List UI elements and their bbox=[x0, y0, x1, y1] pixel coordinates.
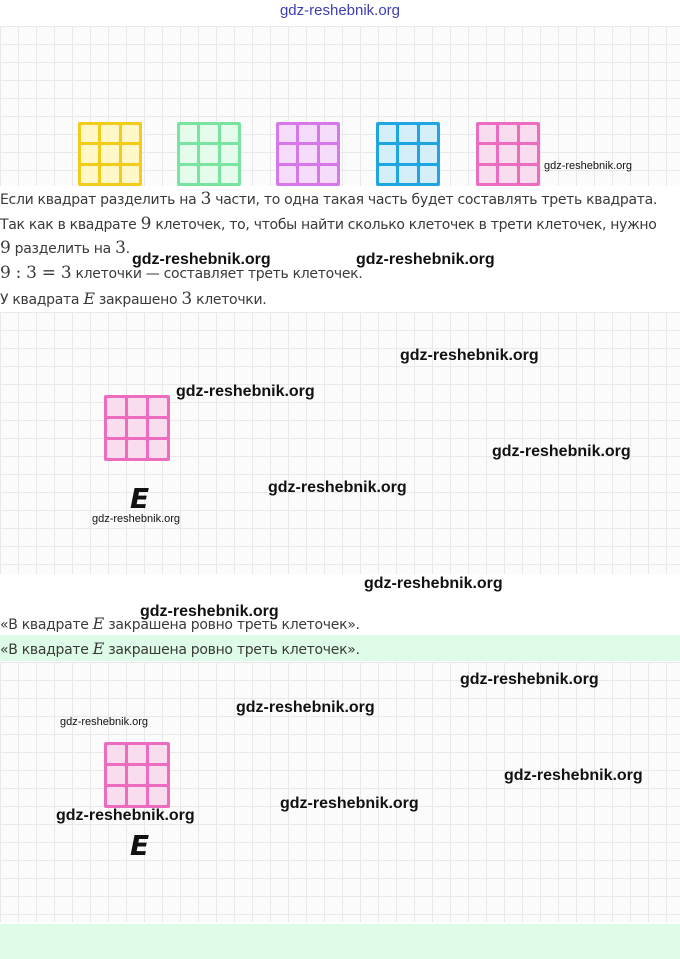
grid-cell bbox=[149, 766, 167, 784]
grid-cell bbox=[128, 398, 146, 416]
watermark: gdz-reshebnik.org bbox=[492, 443, 631, 460]
grid-cell bbox=[107, 745, 125, 763]
grid-cell bbox=[200, 166, 217, 183]
grid-cell bbox=[128, 419, 146, 437]
grid-cell bbox=[320, 166, 337, 183]
watermark: gdz-reshebnik.org bbox=[132, 251, 271, 268]
watermark: gdz-reshebnik.org bbox=[236, 699, 375, 716]
watermark: gdz-reshebnik.org bbox=[280, 795, 419, 812]
watermark: gdz-reshebnik.org bbox=[140, 603, 279, 620]
grid-cell bbox=[299, 145, 316, 162]
watermark: gdz-reshebnik.org bbox=[460, 671, 599, 688]
grid-cell bbox=[320, 125, 337, 142]
watermark: gdz-reshebnik.org bbox=[56, 807, 195, 824]
grid-cell bbox=[101, 166, 118, 183]
grid-cell bbox=[101, 145, 118, 162]
grid-cell bbox=[180, 166, 197, 183]
grid-cell bbox=[101, 125, 118, 142]
grid-cell bbox=[128, 440, 146, 458]
grid-cell bbox=[499, 166, 516, 183]
watermark: gdz-reshebnik.org bbox=[364, 575, 503, 592]
grid-cell bbox=[107, 440, 125, 458]
grid-cell bbox=[107, 766, 125, 784]
grid-cell bbox=[128, 787, 146, 805]
grid-square-green bbox=[177, 122, 241, 186]
text-line-1: Если квадрат разделить на 3 части, то одна такая часть будет составлять треть квадрата. bbox=[0, 189, 658, 209]
grid-cell bbox=[379, 125, 396, 142]
text-line-4: 9 : 3 = 3 клеточки — составляет треть клеточек. bbox=[0, 263, 363, 283]
grid-cell bbox=[499, 125, 516, 142]
quote-line-1: «В квадрате E закрашена ровно треть клеточек». bbox=[0, 614, 360, 633]
grid-cell bbox=[379, 166, 396, 183]
grid-cell bbox=[499, 145, 516, 162]
watermark: gdz-reshebnik.org bbox=[268, 479, 407, 496]
grid-square-blue bbox=[376, 122, 440, 186]
watermark: gdz-reshebnik.org bbox=[504, 767, 643, 784]
grid-cell bbox=[399, 145, 416, 162]
grid-cell bbox=[479, 145, 496, 162]
square-e-label: E bbox=[130, 482, 150, 515]
grid-cell bbox=[279, 166, 296, 183]
grid-cell bbox=[149, 787, 167, 805]
grid-cell bbox=[420, 145, 437, 162]
text-line-5: У квадрата E закрашено 3 клеточки. bbox=[0, 289, 267, 309]
grid-cell bbox=[107, 398, 125, 416]
square-e bbox=[104, 395, 170, 461]
grid-cell bbox=[221, 125, 238, 142]
grid-cell bbox=[180, 125, 197, 142]
text-line-2: Так как в квадрате 9 клеточек, то, чтобы найти сколько клеточек в трети клеточек, нужно bbox=[0, 214, 657, 234]
watermark: gdz-reshebnik.org bbox=[176, 383, 315, 400]
grid-square-purple bbox=[276, 122, 340, 186]
watermark: gdz-reshebnik.org bbox=[400, 347, 539, 364]
grid-cell bbox=[81, 166, 98, 183]
grid-cell bbox=[149, 419, 167, 437]
grid-cell bbox=[200, 125, 217, 142]
grid-cell bbox=[149, 440, 167, 458]
watermark: gdz-reshebnik.org bbox=[92, 513, 181, 525]
grid-cell bbox=[122, 166, 139, 183]
site-header-link[interactable]: gdz-reshebnik.org bbox=[279, 2, 401, 19]
grid-cell bbox=[81, 145, 98, 162]
grid-cell bbox=[520, 145, 537, 162]
grid-cell bbox=[520, 125, 537, 142]
watermark: gdz-reshebnik.org bbox=[60, 716, 149, 728]
grid-cell bbox=[479, 125, 496, 142]
square-e bbox=[104, 742, 170, 808]
grid-cell bbox=[149, 745, 167, 763]
grid-cell bbox=[299, 166, 316, 183]
grid-cell bbox=[221, 145, 238, 162]
grid-cell bbox=[399, 125, 416, 142]
grid-cell bbox=[279, 125, 296, 142]
text-line-3: 9 разделить на 3. bbox=[0, 238, 130, 258]
grid-cell bbox=[200, 145, 217, 162]
grid-cell bbox=[128, 766, 146, 784]
grid-cell bbox=[479, 166, 496, 183]
grid-cell bbox=[379, 145, 396, 162]
watermark: gdz-reshebnik.org bbox=[356, 251, 495, 268]
grid-cell bbox=[299, 125, 316, 142]
square-e-label: E bbox=[130, 829, 150, 862]
grid-cell bbox=[180, 145, 197, 162]
grid-cell bbox=[81, 125, 98, 142]
grid-cell bbox=[122, 145, 139, 162]
grid-cell bbox=[399, 166, 416, 183]
grid-cell bbox=[122, 125, 139, 142]
bottom-highlight-band bbox=[0, 924, 680, 959]
grid-cell bbox=[420, 166, 437, 183]
grid-cell bbox=[221, 166, 238, 183]
grid-cell bbox=[107, 787, 125, 805]
grid-square-yellow bbox=[78, 122, 142, 186]
watermark: gdz-reshebnik.org bbox=[544, 160, 633, 172]
grid-cell bbox=[520, 166, 537, 183]
grid-cell bbox=[420, 125, 437, 142]
grid-cell bbox=[107, 419, 125, 437]
grid-cell bbox=[128, 745, 146, 763]
grid-cell bbox=[320, 145, 337, 162]
grid-square-pink bbox=[476, 122, 540, 186]
quote-line-2: «В квадрате E закрашена ровно треть клеточек». bbox=[0, 639, 360, 658]
grid-cell bbox=[149, 398, 167, 416]
grid-cell bbox=[279, 145, 296, 162]
